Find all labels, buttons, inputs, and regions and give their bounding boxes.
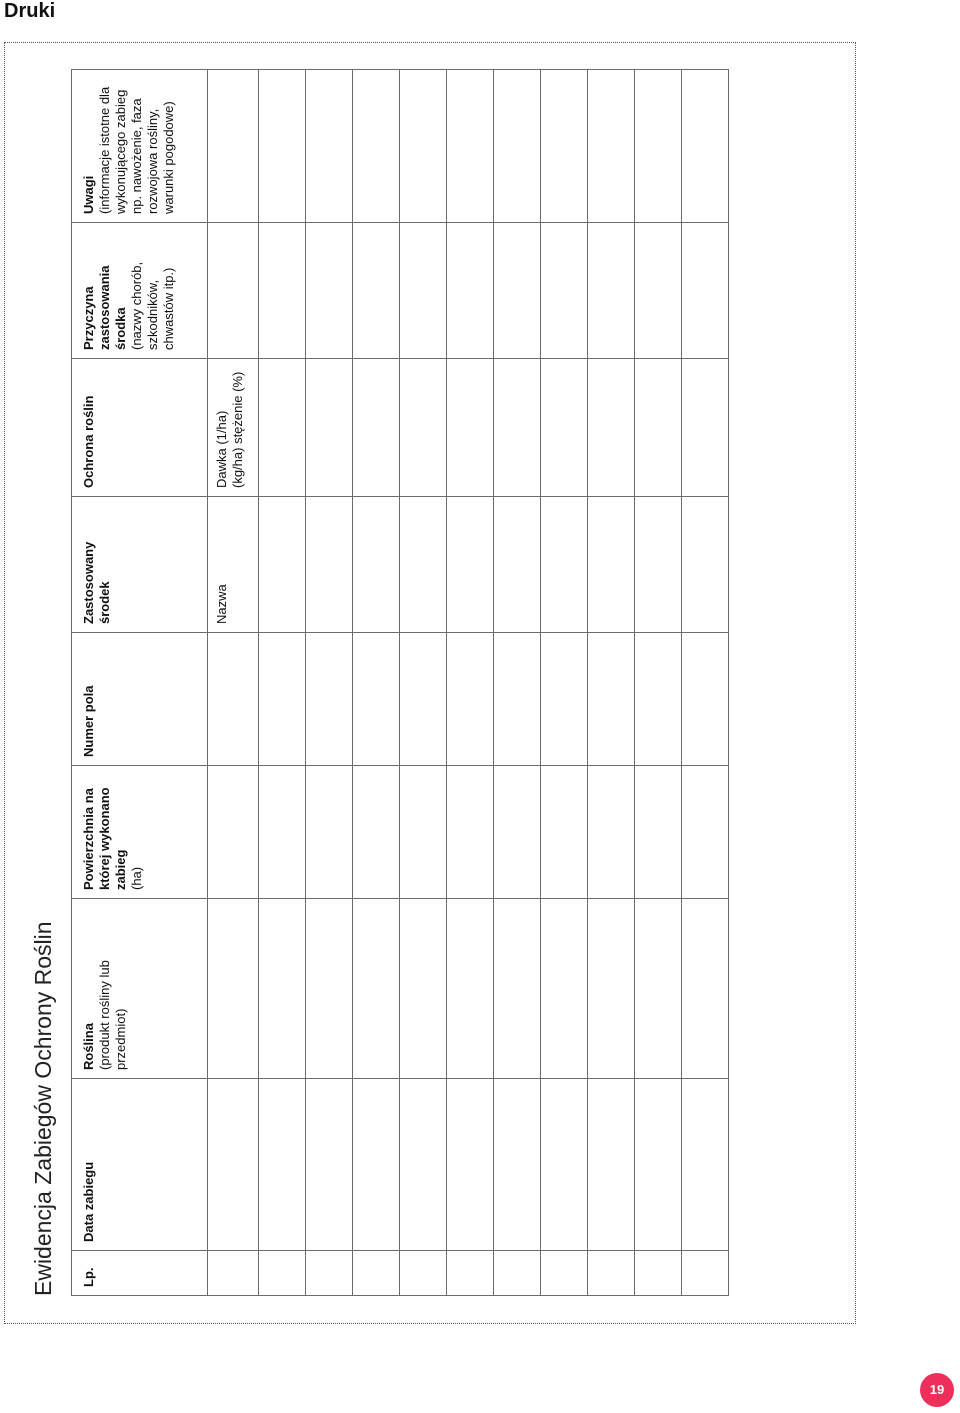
header-lp: Lp. (72, 1251, 208, 1296)
table-cell[interactable] (635, 359, 682, 497)
table-cell[interactable] (353, 1079, 400, 1251)
table-cell[interactable] (353, 633, 400, 766)
table-cell[interactable] (306, 899, 353, 1079)
table-cell[interactable] (259, 899, 306, 1079)
table-cell[interactable] (494, 766, 541, 899)
table-cell[interactable] (306, 1251, 353, 1296)
table-cell[interactable] (494, 497, 541, 633)
table-cell[interactable] (306, 70, 353, 223)
subheader-row (208, 70, 259, 1296)
table-cell[interactable] (541, 633, 588, 766)
header-ochrona-roslin: Ochrona roślin (72, 359, 208, 497)
rotated-form (4, 42, 856, 1324)
table-cell[interactable] (353, 70, 400, 223)
header-przyczyna: Przyczyna zastosowania środka (nazwy chorób, szkodników, chwastów itp.) (72, 223, 208, 359)
table-cell[interactable] (353, 223, 400, 359)
table-cell[interactable] (635, 1251, 682, 1296)
table-cell[interactable] (635, 70, 682, 223)
table-cell[interactable] (635, 766, 682, 899)
table-cell[interactable] (353, 359, 400, 497)
table-cell[interactable] (494, 359, 541, 497)
table-cell[interactable] (682, 223, 729, 359)
table-cell[interactable] (541, 359, 588, 497)
table-cell[interactable] (447, 359, 494, 497)
table-cell[interactable] (588, 1251, 635, 1296)
header-numer-pola: Numer pola (72, 633, 208, 766)
table-cell[interactable] (635, 899, 682, 1079)
table-cell[interactable] (306, 633, 353, 766)
table-cell[interactable] (494, 1079, 541, 1251)
table-cell[interactable] (682, 766, 729, 899)
table-cell[interactable] (400, 497, 447, 633)
table-cell[interactable] (494, 1251, 541, 1296)
table-cell[interactable] (259, 1079, 306, 1251)
table-cell[interactable] (447, 766, 494, 899)
table-cell[interactable] (541, 1079, 588, 1251)
table-cell[interactable] (447, 899, 494, 1079)
table-cell[interactable] (400, 766, 447, 899)
table-cell[interactable] (588, 766, 635, 899)
table-row (588, 70, 635, 1296)
table-cell[interactable] (541, 223, 588, 359)
table-cell[interactable] (635, 223, 682, 359)
header-roslina: Roślina (produkt rośliny lub przedmiot) (72, 899, 208, 1079)
table-cell[interactable] (353, 1251, 400, 1296)
table-cell[interactable] (353, 497, 400, 633)
table-cell[interactable] (682, 1079, 729, 1251)
table-cell[interactable] (588, 223, 635, 359)
table-cell[interactable] (494, 633, 541, 766)
header-powierzchnia: Powierzchnia na której wykonano zabieg (ha) (72, 766, 208, 899)
table-cell[interactable] (306, 1079, 353, 1251)
table-cell[interactable] (588, 70, 635, 223)
table-cell[interactable] (541, 766, 588, 899)
table-cell[interactable] (400, 633, 447, 766)
table-row (447, 70, 494, 1296)
table-row (306, 70, 353, 1296)
table-cell[interactable] (447, 70, 494, 223)
table-cell[interactable] (635, 633, 682, 766)
table-cell[interactable] (682, 497, 729, 633)
table-cell[interactable] (259, 497, 306, 633)
table-cell[interactable] (494, 223, 541, 359)
table-cell[interactable] (588, 359, 635, 497)
table-cell[interactable] (306, 223, 353, 359)
table-cell[interactable] (682, 70, 729, 223)
header-row (72, 70, 208, 1296)
table-row (494, 70, 541, 1296)
table-cell[interactable] (400, 1079, 447, 1251)
table-row (353, 70, 400, 1296)
table-cell[interactable] (447, 223, 494, 359)
table-row (635, 70, 682, 1296)
table-cell[interactable] (400, 223, 447, 359)
page-number-badge: 19 (920, 1373, 954, 1407)
table-cell[interactable] (588, 497, 635, 633)
table-cell[interactable] (541, 497, 588, 633)
table-cell[interactable] (541, 1251, 588, 1296)
table-cell[interactable] (635, 1079, 682, 1251)
table-cell[interactable] (588, 633, 635, 766)
table-row (259, 70, 306, 1296)
table-cell[interactable] (259, 70, 306, 223)
table-cell[interactable] (682, 359, 729, 497)
table-cell[interactable] (259, 359, 306, 497)
header-uwagi: Uwagi (informacje istotne dla wykonującego zabieg np. nawożenie, faza rozwojowa rośliny, warunki pogodowe) (72, 70, 208, 223)
form-title: Ewidencja Zabiegów Ochrony Roślin (30, 921, 56, 1296)
table-cell[interactable] (682, 1251, 729, 1296)
table-cell[interactable] (306, 359, 353, 497)
section-label: Druki (4, 0, 56, 22)
table-cell[interactable] (635, 497, 682, 633)
header-zastosowany-srodek: Zastosowany środek (72, 497, 208, 633)
table-cell[interactable] (353, 899, 400, 1079)
table-row (541, 70, 588, 1296)
records-table (71, 69, 729, 1296)
table-cell[interactable] (259, 223, 306, 359)
table-cell[interactable] (541, 899, 588, 1079)
table-cell[interactable] (400, 899, 447, 1079)
table-cell[interactable] (494, 70, 541, 223)
table-cell[interactable] (588, 899, 635, 1079)
table-cell[interactable] (306, 766, 353, 899)
table-cell[interactable] (306, 497, 353, 633)
table-cell[interactable] (447, 1079, 494, 1251)
table-cell[interactable] (588, 1079, 635, 1251)
header-data-zabiegu: Data zabiegu (72, 1079, 208, 1251)
table-cell[interactable] (259, 766, 306, 899)
table-cell[interactable] (682, 899, 729, 1079)
table-cell[interactable] (259, 1251, 306, 1296)
table-cell[interactable] (400, 359, 447, 497)
subheader-dawka: Dawka (1/ha) (kg/ha) stężenie (%) (208, 359, 259, 497)
table-cell[interactable] (353, 766, 400, 899)
table-row (682, 70, 729, 1296)
table-cell[interactable] (447, 497, 494, 633)
table-row (400, 70, 447, 1296)
table-cell[interactable] (494, 899, 541, 1079)
table-cell[interactable] (541, 70, 588, 223)
table-cell[interactable] (447, 1251, 494, 1296)
table-cell[interactable] (447, 633, 494, 766)
table-cell[interactable] (400, 1251, 447, 1296)
subheader-nazwa: Nazwa (208, 497, 259, 633)
table-cell[interactable] (400, 70, 447, 223)
table-cell[interactable] (682, 633, 729, 766)
table-cell[interactable] (259, 633, 306, 766)
